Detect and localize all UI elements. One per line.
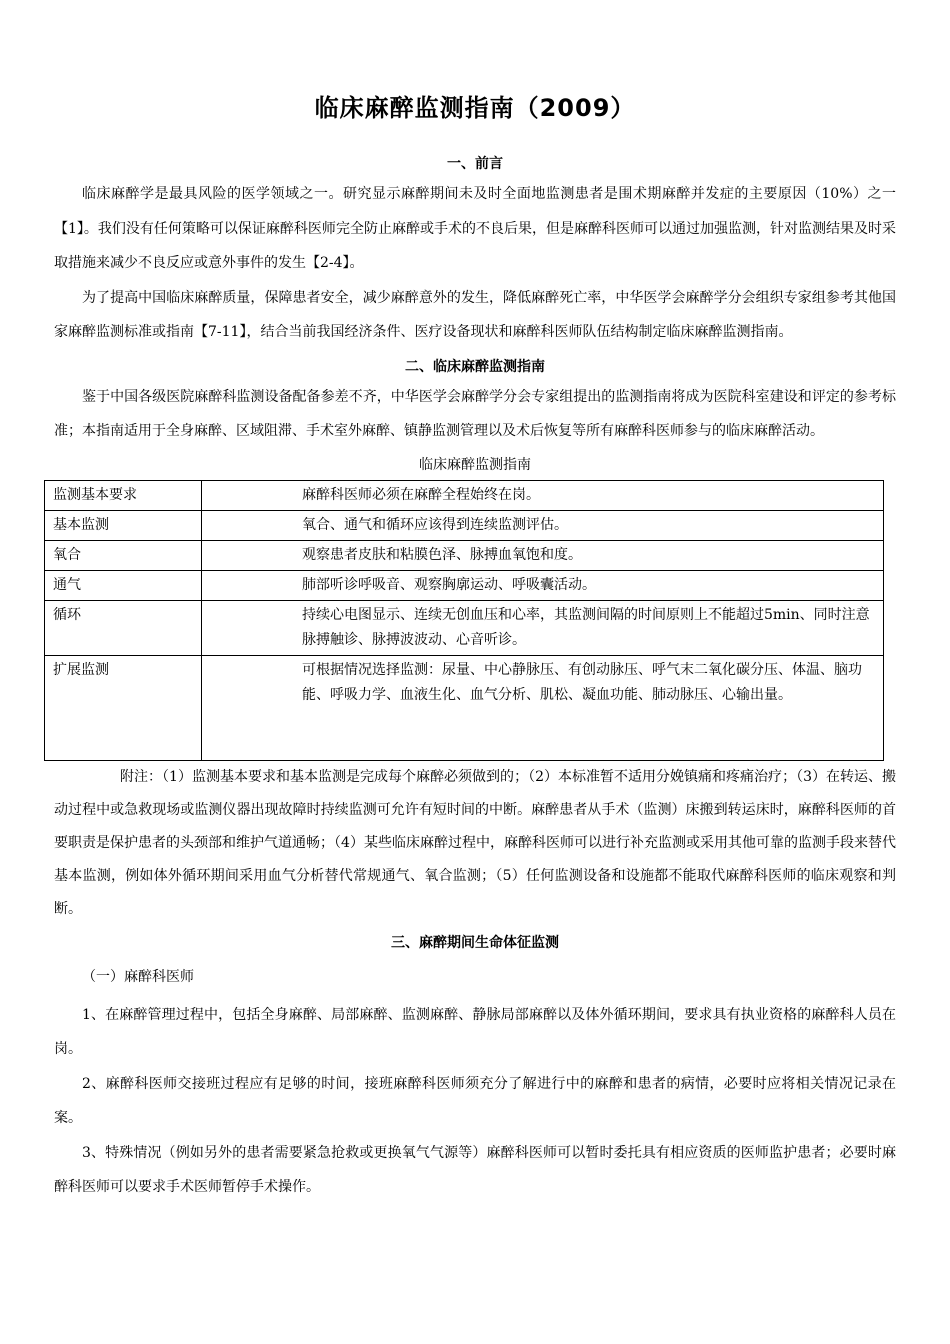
table-row [45, 570, 884, 600]
table-cell-value: 观察患者皮肤和粘膜色泽、脉搏血氧饱和度。 [202, 540, 884, 570]
table-row [45, 510, 884, 540]
table-row [45, 600, 884, 655]
subsection-heading: （一）麻醉科医师 [82, 968, 194, 985]
section-heading-preface: 一、前言 [447, 156, 503, 172]
table-row [45, 540, 884, 570]
list-item: 3、特殊情况（例如另外的患者需要紧急抢救或更换氧气气源等）麻醉科医师可以暂时委托具有相应资质的医师监护患者；必要时麻醉科医师可以要求手术医师暂停手术操作。 [54, 1144, 896, 1195]
table-caption: 临床麻醉监测指南 [419, 456, 531, 473]
section-heading-vitals: 三、麻醉期间生命体征监测 [391, 934, 559, 951]
table-cell-key: 监测基本要求 [45, 480, 202, 510]
table-cell-key: 循环 [45, 600, 202, 655]
table-cell-key: 通气 [45, 570, 202, 600]
footnote-label: 附注： [120, 768, 163, 785]
table-cell-key: 氧合 [45, 540, 202, 570]
section-heading-guide: 二、临床麻醉监测指南 [405, 358, 545, 375]
preface-paragraph-2: 为了提高中国临床麻醉质量，保障患者安全，减少麻醉意外的发生，降低麻醉死亡率，中华医学会麻醉学分会组织专家组参考其他国家麻醉监测标准或指南【7-11】，结合当前我国经济条件、医疗设备现状和麻醉科医师队伍结构制定临床麻醉监测指南。 [54, 289, 896, 340]
table-footnote [54, 761, 896, 926]
monitoring-table [44, 480, 884, 761]
table-cell-value: 可根据情况选择监测：尿量、中心静脉压、有创动脉压、呼气末二氧化碳分压、体温、脑功能、呼吸力学、血液生化、血气分析、肌松、凝血功能、肺动脉压、心输出量。 [202, 655, 884, 760]
footnote-text: （1）监测基本要求和基本监测是完成每个麻醉必须做到的；（2）本标准暂不适用分娩镇痛和疼痛治疗；（3）在转运、搬动过程中或急救现场或监测仪器出现故障时持续监测可允许有短时间的中断。麻醉患者从手术（监测）床搬到转运床时，麻醉科医师的首要职责是保护患者的头颈部和维护气道通畅；（4）某些临床麻醉过程中，麻醉科医师可以进行补充监测或采用其他可靠的监测手段来替代基本监测，例如体外循环期间采用血气分析替代常规通气、氧合监测；（5）任何监测设备和设施都不能取代麻醉科医师的临床观察和判断。 [54, 768, 897, 917]
preface-paragraph-1: 临床麻醉学是最具风险的医学领域之一。研究显示麻醉期间未及时全面地监测患者是围术期麻醉并发症的主要原因（10%）之一【1】。我们没有任何策略可以保证麻醉科医师完全防止麻醉或手术的不良后果，但是麻醉科医师可以通过加强监测，针对监测结果及时采取措施来减少不良反应或意外事件的发生【2-4】。 [54, 186, 896, 271]
document-page [54, 80, 896, 1205]
guide-paragraph: 鉴于中国各级医院麻醉科监测设备配备参差不齐，中华医学会麻醉学分会专家组提出的监测指南将成为医院科室建设和评定的参考标准；本指南适用于全身麻醉、区域阻滞、手术室外麻醉、镇静监测管理以及术后恢复等所有麻醉科医师参与的临床麻醉活动。 [54, 388, 896, 439]
table-cell-key: 扩展监测 [45, 655, 202, 760]
table-cell-value: 麻醉科医师必须在麻醉全程始终在岗。 [202, 480, 884, 510]
table-row [45, 480, 884, 510]
table-row [45, 655, 884, 760]
list-item: 2、麻醉科医师交接班过程应有足够的时间，接班麻醉科医师须充分了解进行中的麻醉和患者的病情，必要时应将相关情况记录在案。 [54, 1075, 896, 1126]
table-cell-key: 基本监测 [45, 510, 202, 540]
table-cell-value: 持续心电图显示、连续无创血压和心率，其监测间隔的时间原则上不能超过5min、同时注意脉搏触诊、脉搏波波动、心音听诊。 [202, 600, 884, 655]
document-title: 临床麻醉监测指南（2009） [314, 94, 636, 122]
table-cell-value: 氧合、通气和循环应该得到连续监测评估。 [202, 510, 884, 540]
table-cell-value: 肺部听诊呼吸音、观察胸廓运动、呼吸囊活动。 [202, 570, 884, 600]
list-item: 1、在麻醉管理过程中，包括全身麻醉、局部麻醉、监测麻醉、静脉局部麻醉以及体外循环期间，要求具有执业资格的麻醉科人员在岗。 [54, 1006, 896, 1057]
